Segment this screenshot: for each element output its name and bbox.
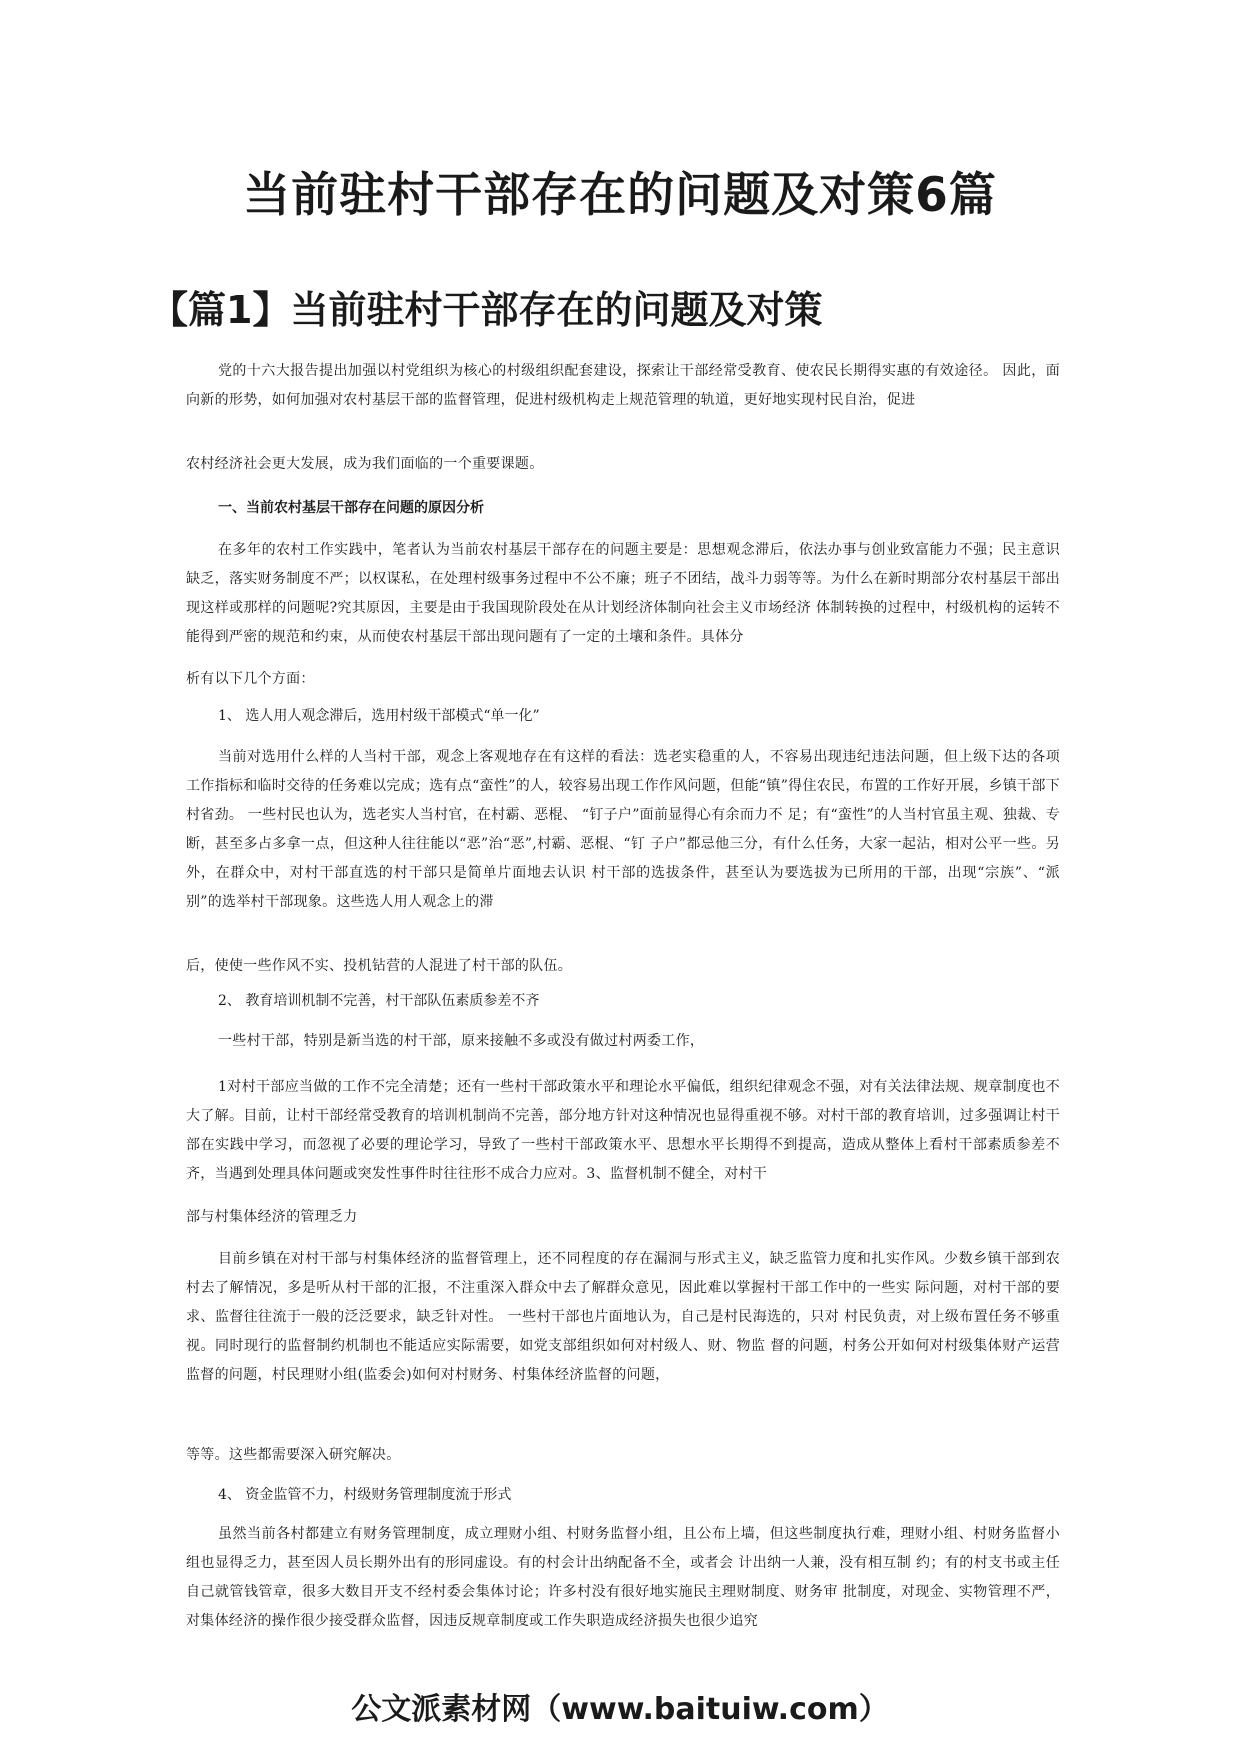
paragraph-point-4: 虽然当前各村都建立有财务管理制度，成立理财小组、村财务监督小组，且公布上墙，但这些制度执行难，理财小组、村财务监督小组也显得乏力，甚至因人员长期外出有的形同虚设。有的村会计出纳配备不全，或者会 计出纳一人兼，没有相互制 约；有的村支书或主任自己就管钱管章，很多大数目开支不经村委会集体讨论；许多村没有很好地实施民主理财制度、财务审 批制度，对现金、实物管理不严，对集体经济的操作很少接受群众监督，因违反规章制度或工作失职造成经济损失也很少追究 — [186, 1526, 1060, 1629]
point-2-heading: 2、 教育培训机制不完善，村干部队伍素质参差不齐 — [218, 993, 540, 1009]
paragraph-problems-continued: 析有以下几个方面： — [186, 671, 315, 687]
paragraph-point-3-continued: 等等。这些都需要深入研究解决。 — [186, 1447, 401, 1463]
paragraph-point-1: 当前对选用什么样的人当村干部，观念上客观地存在有这样的看法：选老实稳重的人，不容易出现违纪违法问题，但上级下达的各项工作指标和临时交待的任务难以完成；选有点“蛮性”的人，较容易出现工作作风问题，但能“镇”得住农民，布置的工作好开展，乡镇干部下村省劲。 一些村民也认为，选老实人当村官，在村霸、恶棍、 “钉子户”面前显得心有余而力不 足；有“蛮性”的人当村官虽主观、独裁、专断，甚至多占多拿一点，但这种人往往能以“恶”治“恶”,村霸、恶棍、“钉 子户”都忌他三分，有什么任务，大家一起沾，相对公平一些。另外，在群众中，对村干部直选的村干部只是简单片面地去认识 村干部的选拔条件，甚至认为要选拔为已所用的干部，出现“宗族”、“派别”的选举村干部现象。这些选人用人观念上的滞 — [186, 749, 1060, 910]
point-1-heading: 1、 选人用人观念滞后，选用村级干部模式“单一化” — [218, 708, 540, 724]
paragraph-point-3: 目前乡镇在对村干部与村集体经济的监督管理上，还不同程度的存在漏洞与形式主义，缺乏监管力度和扎实作风。少数乡镇干部到农村去了解情况，多是听从村干部的汇报，不注重深入群众中去了解群众意见，因此难以掌握村干部工作中的一些实 际问题，对村干部的要求、监督往往流于一般的泛泛要求，缺乏针对性。 一些村干部也片面地认为，自己是村民海选的，只对 村民负责，对上级布置任务不够重视。同时现行的监督制约机制也不能适应实际需要，如党支部组织如何对村级人、财、物监 督的问题，村务公开如何对村级集体财产运营监督的问题，村民理财小组(监委会)如何对村财务、村集体经济监督的问题， — [186, 1251, 1060, 1383]
paragraph-point-1-continued: 后，使使一些作风不实、投机钻营的人混进了村干部的队伍。 — [186, 958, 573, 974]
subheading-cause-analysis: 一、当前农村基层干部存在问题的原因分析 — [218, 500, 484, 516]
paragraph-problems: 在多年的农村工作实践中，笔者认为当前农村基层干部存在的问题主要是：思想观念滞后，依法办事与创业致富能力不强；民主意识缺乏，落实财务制度不严；以权谋私，在处理村级事务过程中不公不廉；班子不团结，战斗力弱等等。为什么在新时期部分农村基层干部出现这样或那样的问题呢?究其原因，主要是由于我国现阶段处在从计划经济体制向社会主义市场经济 体制转换的过程中，村级机构的运转不能得到严密的规范和约束，从而使农村基层干部出现问题有了一定的土壤和条件。具体分 — [186, 542, 1060, 645]
document-title: 当前驻村干部存在的问题及对策6篇 — [243, 168, 997, 223]
paragraph-point-2-continued: 1对村干部应当做的工作不完全清楚；还有一些村干部政策水平和理论水平偏低，组织纪律观念不强，对有关法律法规、规章制度也不大了解。目前，让村干部经常受教育的培训机制尚不完善，部分地方针对这种情况也显得重视不够。对村干部的教育培训，过多强调让村干部在实践中学习，而忽视了必要的理论学习，导致了一些村干部政策水平、思想水平长期得不到提高，造成从整体上看村干部素质参差不齐，当遇到处理具体问题或突发性事件时往往形不成合力应对。3、监督机制不健全，对村干 — [186, 1079, 1060, 1182]
paragraph-point-3-heading-continued: 部与村集体经济的管理乏力 — [186, 1209, 358, 1225]
footer-watermark: 公文派素材网（www.baituiw.com） — [351, 1692, 889, 1727]
paragraph-intro-continued: 农村经济社会更大发展，成为我们面临的一个重要课题。 — [186, 456, 544, 472]
point-4-heading: 4、 资金监管不力，村级财务管理制度流于形式 — [218, 1487, 512, 1503]
paragraph-intro: 党的十六大报告提出加强以村党组织为核心的村级组织配套建设，探索让干部经常受教育、使农民长期得实惠的有效途径。 因此，面向新的形势，如何加强对农村基层干部的监督管理，促进村级机构走上规范管理的轨道，更好地实现村民自治，促进 — [186, 363, 1060, 408]
section-title: 【篇1】当前驻村干部存在的问题及对策 — [150, 288, 823, 332]
paragraph-point-2: 一些村干部，特别是新当选的村干部，原来接触不多或没有做过村两委工作， — [218, 1033, 705, 1049]
